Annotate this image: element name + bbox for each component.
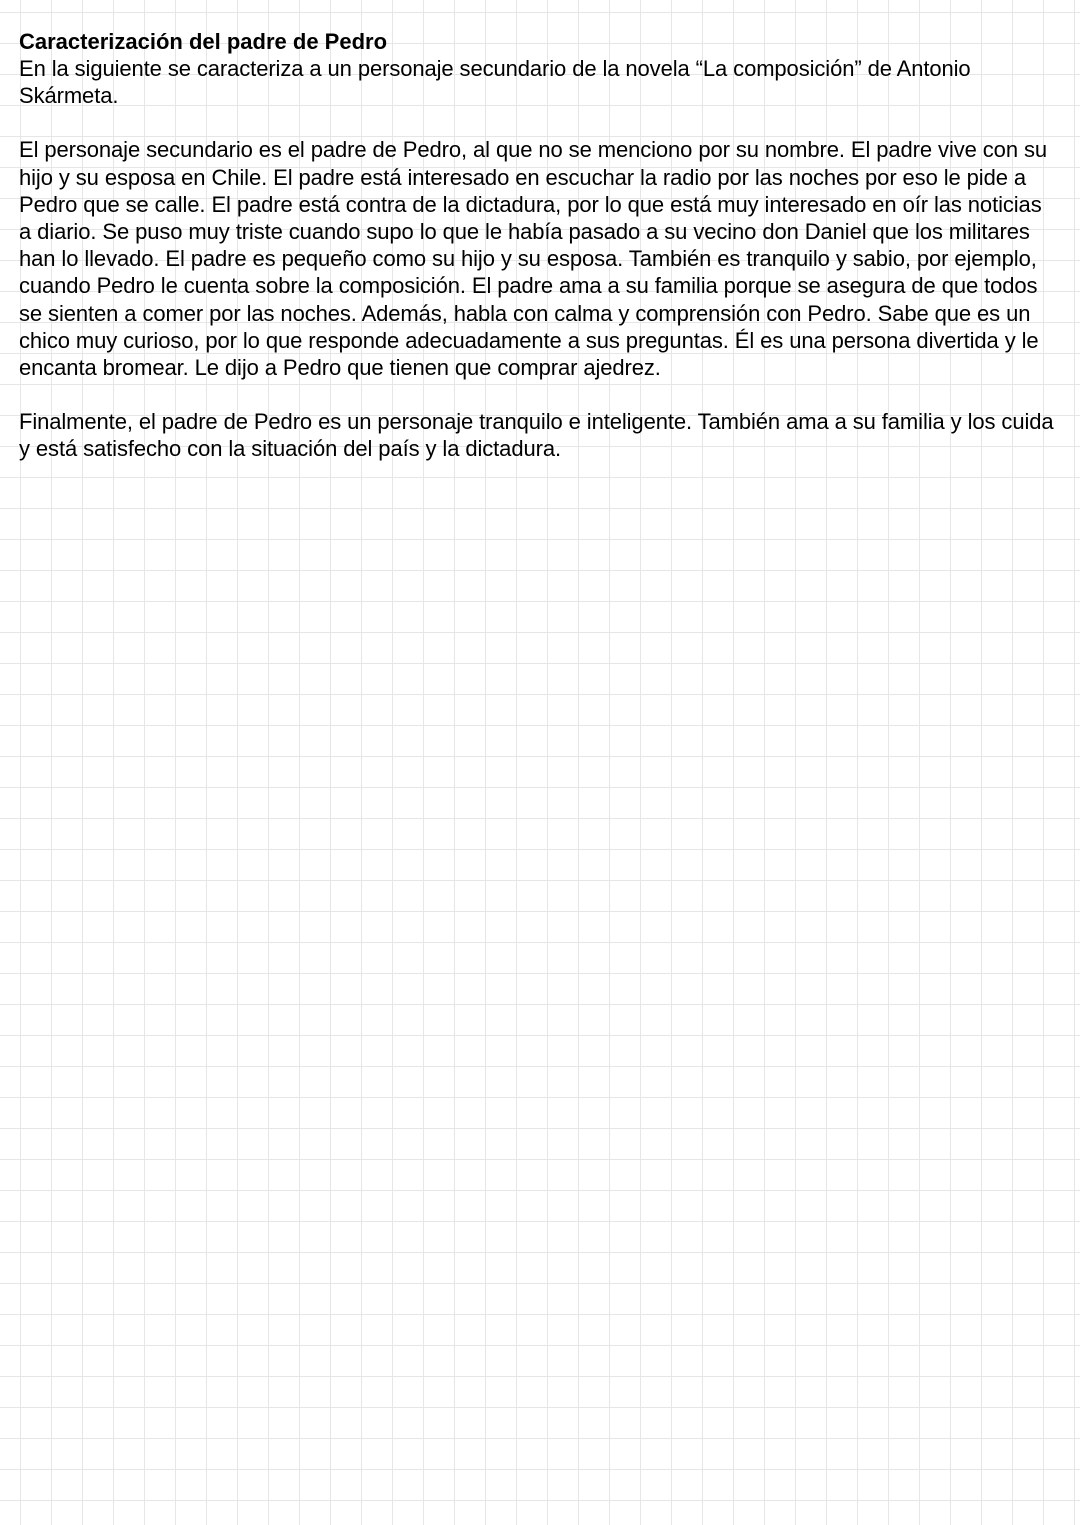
intro-paragraph: En la siguiente se caracteriza a un personaje secundario de la novela “La composición” de Antonio Skármeta. bbox=[19, 56, 971, 109]
body-paragraph: El personaje secundario es el padre de Pedro, al que no se menciono por su nombre. El padre vive con su hijo y su esposa en Chile. El padre está interesado en escuchar la radio por las noches por eso le pide a Pedro que se calle. El padre está contra de la dictadura, por lo que está muy interesado en oír las noticias a diario. Se puso muy triste cuando supo lo que le había pasado a su vecino don Daniel que los militares han lo llevado. El padre es pequeño como su hijo y su esposa. También es tranquilo y sabio, por ejemplo, cuando Pedro le cuenta sobre la composición. El padre ama a su familia porque se asegura de que todos se sienten a comer por las noches. Además, habla con calma y comprensión con Pedro. Sabe que es un chico muy curioso, por lo que responde adecuadamente a sus preguntas. Él es una persona divertida y le encanta bromear. Le dijo a Pedro que tienen que comprar ajedrez. bbox=[19, 137, 1047, 381]
conclusion-paragraph: Finalmente, el padre de Pedro es un personaje tranquilo e inteligente. También ama a su familia y los cuida y está satisfecho con la situación del país y la dictadura. bbox=[19, 409, 1054, 462]
paragraph-spacer bbox=[19, 109, 1059, 136]
document-content bbox=[19, 28, 1059, 463]
paragraph-spacer bbox=[19, 381, 1059, 408]
document-title: Caracterización del padre de Pedro bbox=[19, 29, 388, 54]
